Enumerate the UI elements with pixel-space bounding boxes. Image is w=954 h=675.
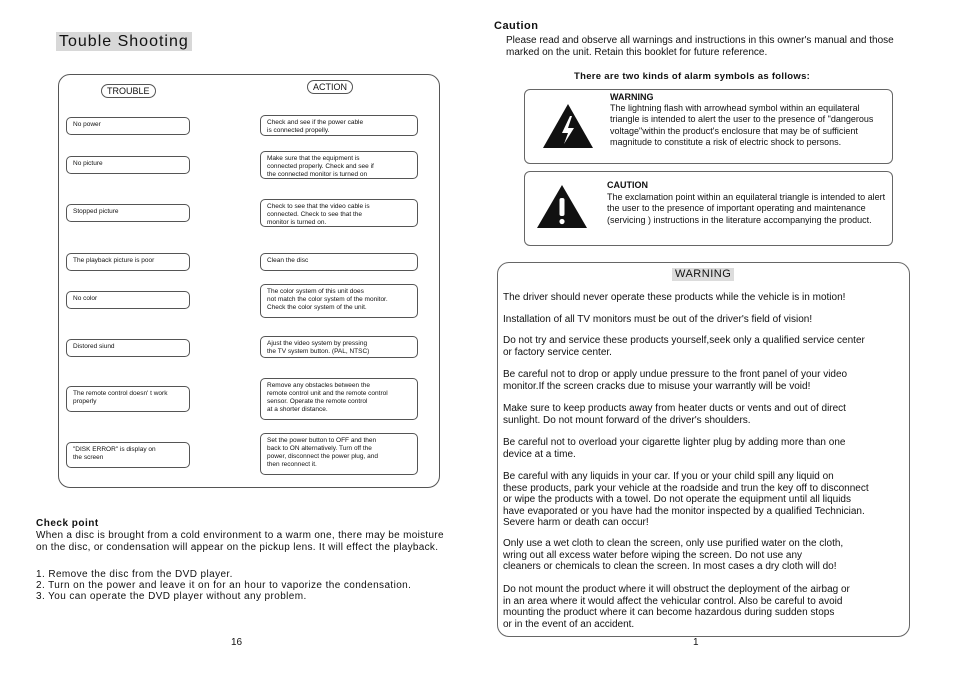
warning-symbol-heading: WARNING xyxy=(610,92,654,102)
action-cell: Check to see that the video cable is connected. Check to see that the monitor is turned on. xyxy=(260,199,418,227)
action-column-header: ACTION xyxy=(307,80,353,94)
trouble-cell: Distored siund xyxy=(66,339,190,357)
trouble-cell: No picture xyxy=(66,156,190,174)
check-point-steps xyxy=(36,569,411,602)
symbols-heading: There are two kinds of alarm symbols as follows: xyxy=(574,71,811,82)
trouble-cell: "DISK ERROR" is display on the screen xyxy=(66,442,190,468)
action-cell: Clean the disc xyxy=(260,253,418,271)
step-item: 3. You can operate the DVD player without any problem. xyxy=(36,591,307,602)
trouble-cell: No color xyxy=(66,291,190,309)
troubleshooting-table xyxy=(58,74,440,488)
step-item: 1. Remove the disc from the DVD player. xyxy=(36,569,233,580)
warning-paragraph: Only use a wet cloth to clean the screen, only use purified water on the cloth, wring out all excess water before wiping the screen. Do not use any cleaners or chemicals to clean the screen. In most cases a dry cloth will do! xyxy=(503,538,844,572)
warning-paragraph: Installation of all TV monitors must be out of the driver's field of vision! xyxy=(503,314,813,325)
caution-symbol-box xyxy=(524,171,893,246)
action-cell: Make sure that the equipment is connected properly. Check and see if the connected monitor is turned on xyxy=(260,151,418,179)
warning-symbol-text: The lightning flash with arrowhead symbol within an equilateral triangle is intended to alert the user to the presence of "dangerous voltage"within the product's enclosure that may be of sufficient magnitude to constitute a risk of electric shock to persons. xyxy=(610,103,874,147)
warning-paragraph: Make sure to keep products away from heater ducts or vents and out of direct sunlight. Do not mount forward of the driver's shoulders. xyxy=(503,403,846,426)
action-cell: Check and see if the power cable is connected propelly. xyxy=(260,115,418,136)
step-item: 2. Turn on the power and leave it on for an hour to vaporize the condensation. xyxy=(36,580,412,591)
trouble-cell: The remote control doesn' t work properly xyxy=(66,386,190,412)
page-title: Touble Shooting xyxy=(56,32,192,51)
warning-paragraph: Do not mount the product where it will obstruct the deployment of the airbag or in an area where it would affect the vehicular control. Also be careful to avoid mounting the product where it can become hazardous during sudden stops or in the event of an accident. xyxy=(503,584,850,630)
warning-paragraph: Do not try and service these products yourself,seek only a qualified service center or factory service center. xyxy=(503,335,865,358)
warning-title: WARNING xyxy=(672,268,734,281)
page-number-right: 1 xyxy=(693,637,699,648)
action-cell: Set the power button to OFF and then back to ON alternatively. Turn off the power, disconnect the power plug, and then reconnect it. xyxy=(260,433,418,475)
warning-paragraph: Be careful with any liquids in your car. If you or your child spill any liquid on these products, park your vehicle at the roadside and trun the key off to disconnect or wipe the products with a towel. Do not operate the equipment until all liquids have evaporated or you have had the monitor inspected by a qualified Technician. Severe harm or death can occur! xyxy=(503,471,869,528)
warning-paragraph: The driver should never operate these products while the vehicle is in motion! xyxy=(503,292,846,303)
lightning-triangle-icon xyxy=(541,102,595,150)
page-number-left: 16 xyxy=(231,637,243,648)
caution-symbol-heading: CAUTION xyxy=(607,180,648,190)
warning-symbol-box xyxy=(524,89,893,164)
trouble-column-header: TROUBLE xyxy=(101,84,156,98)
warning-paragraph: Be careful not to overload your cigarette lighter plug by adding more than one device at a time. xyxy=(503,437,846,460)
trouble-cell: No power xyxy=(66,117,190,135)
trouble-cell: Stopped picture xyxy=(66,204,190,222)
caution-body: Please read and observe all warnings and instructions in this owner's manual and those marked on the unit. Retain this booklet for future reference. xyxy=(506,35,894,58)
check-point-body: When a disc is brought from a cold environment to a warm one, there may be moisture on the disc, or condensation will appear on the pickup lens. It will effect the playback. xyxy=(36,530,444,553)
check-point-title: Check point xyxy=(36,518,99,529)
caution-symbol-text: The exclamation point within an equilateral triangle is intended to alert the user to the presence of important operating and maintenance (servicing ) instructions in the literature accompanying the product. xyxy=(607,192,886,225)
action-cell: Remove any obstacles between the remote control unit and the remote control sensor. Operate the remote control at a shorter distance. xyxy=(260,378,418,420)
caution-title: Caution xyxy=(494,20,539,32)
action-cell: The color system of this unit does not match the color system of the monitor. Check the color system of the unit. xyxy=(260,284,418,318)
exclamation-triangle-icon xyxy=(535,184,589,230)
trouble-cell: The playback picture is poor xyxy=(66,253,190,271)
action-cell: Ajust the video system by pressing the TV system button. (PAL, NTSC) xyxy=(260,336,418,358)
warning-paragraph: Be careful not to drop or apply undue pressure to the front panel of your video monitor.If the screen cracks due to misuse your warrantly will be void! xyxy=(503,369,848,392)
